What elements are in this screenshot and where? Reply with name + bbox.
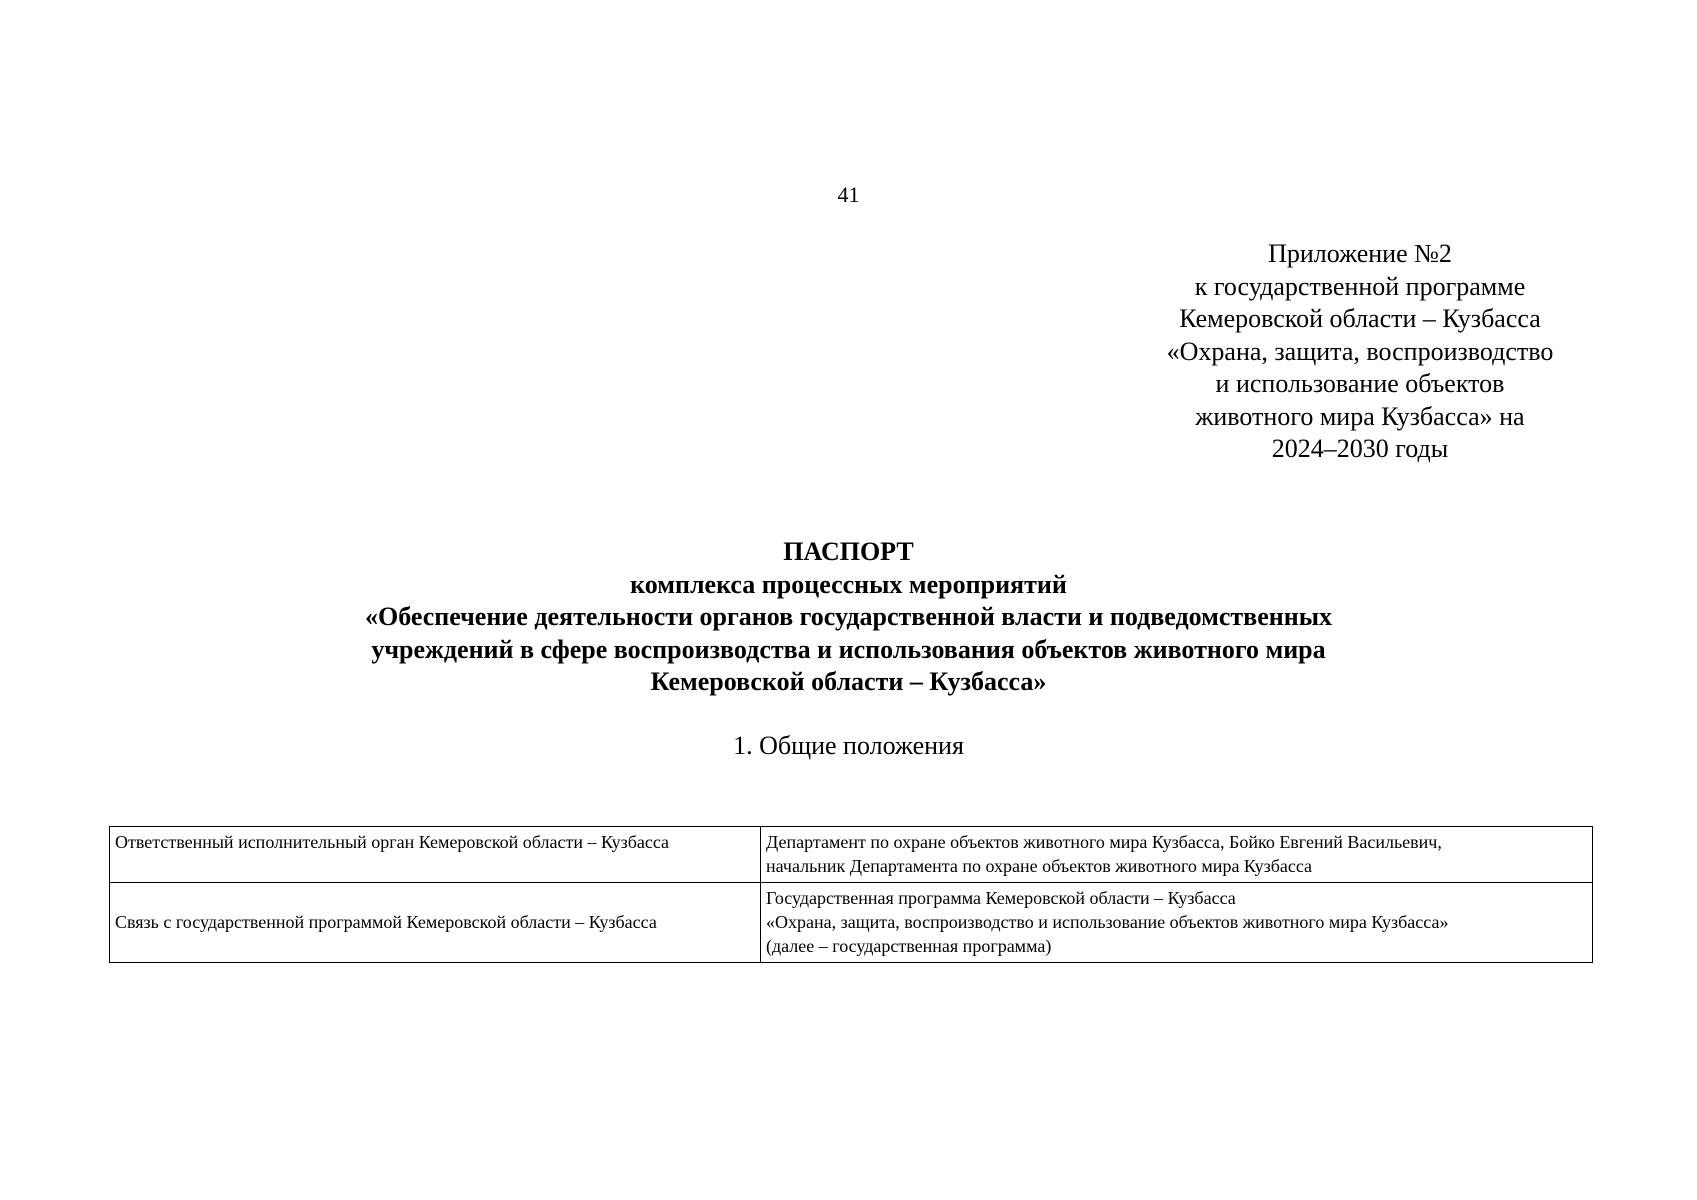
appendix-line: животного мира Кузбасса» на — [1195, 401, 1525, 431]
appendix-line: Кемеровской области – Кузбасса — [1179, 304, 1541, 333]
title-line: Кемеровской области – Кузбасса» — [650, 667, 1047, 696]
passport-title — [0, 536, 1697, 699]
appendix-line: и использование объектов — [1215, 369, 1505, 398]
table-cell-value — [761, 827, 1593, 883]
table-cell-label: Ответственный исполнительный орган Кемеровской области – Кузбасса — [110, 827, 761, 883]
page-number: 41 — [837, 182, 860, 207]
cell-line: начальник Департамента по охране объектов животного мира Кузбасса — [766, 856, 1313, 876]
appendix-line: Приложение №2 — [1268, 239, 1452, 268]
cell-line: Государственная программа Кемеровской области – Кузбасса — [766, 888, 1236, 908]
general-provisions-table — [109, 826, 1593, 963]
table-cell-label: Связь с государственной программой Кемеровской области – Кузбасса — [110, 883, 761, 963]
appendix-line: 2024–2030 годы — [1271, 434, 1449, 463]
table-row — [110, 883, 1593, 963]
title-line: ПАСПОРТ — [783, 537, 914, 566]
title-line: «Обеспечение деятельности органов государственной власти и подведомственных — [364, 602, 1333, 631]
table-row — [110, 827, 1593, 883]
section-heading: 1. Общие положения — [733, 731, 964, 760]
appendix-line: «Охрана, защита, воспроизводство — [1166, 336, 1554, 366]
cell-line: «Охрана, защита, воспроизводство и использование объектов животного мира Кузбасса» — [766, 912, 1449, 932]
appendix-line: к государственной программе — [1194, 271, 1526, 301]
title-line: комплекса процессных мероприятий — [630, 569, 1067, 599]
appendix-reference — [1140, 238, 1580, 466]
cell-line: Департамент по охране объектов животного мира Кузбасса, Бойко Евгений Васильевич, — [766, 832, 1442, 852]
title-line: учреждений в сфере воспроизводства и использования объектов животного мира — [371, 634, 1326, 664]
cell-line: (далее – государственная программа) — [766, 936, 1052, 956]
table-cell-value — [761, 883, 1593, 963]
